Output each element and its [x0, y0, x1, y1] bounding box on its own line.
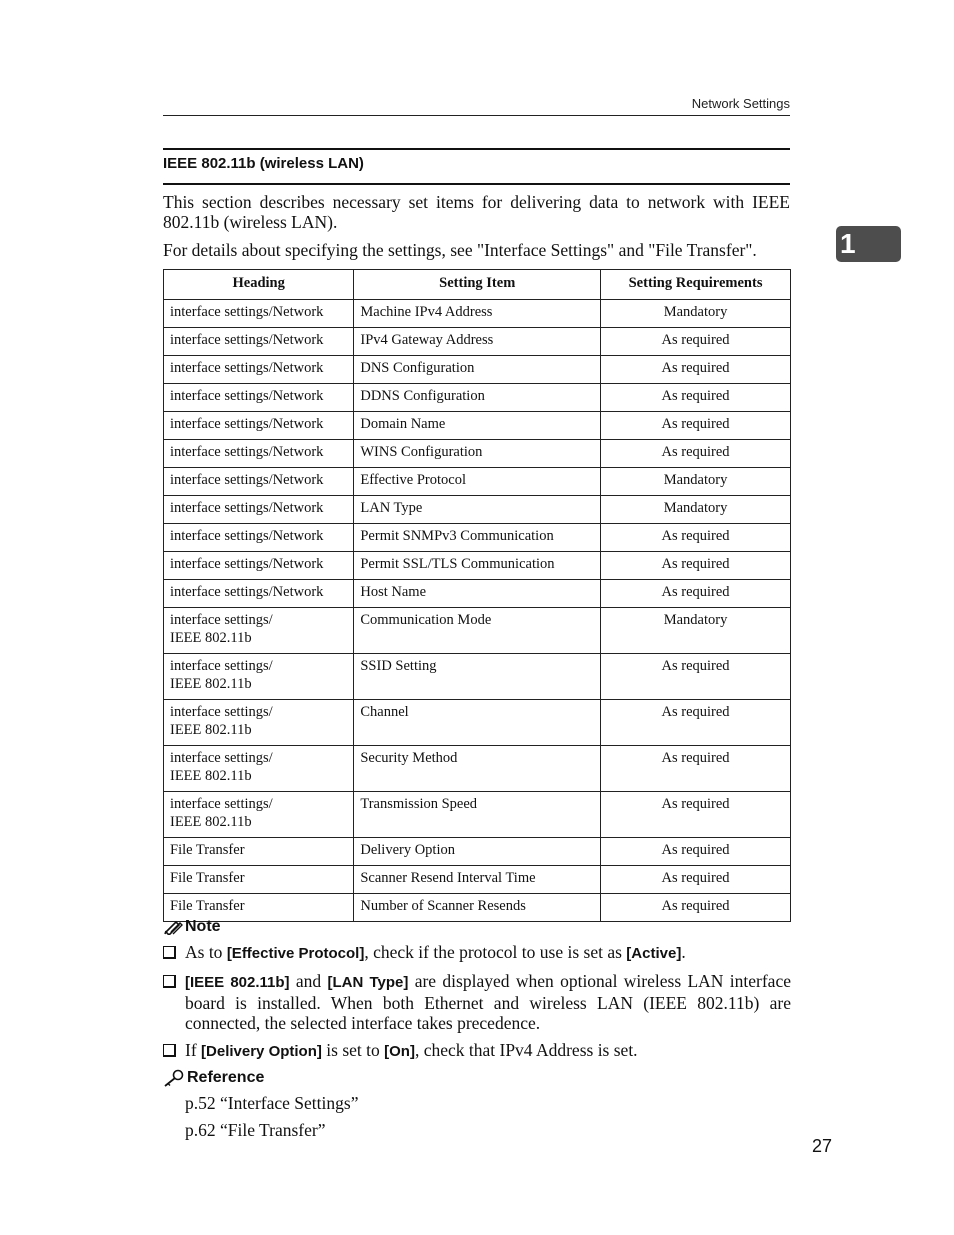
table-row: [164, 580, 791, 608]
note-text: , check that IPv4 Address is set.: [414, 1040, 638, 1060]
setting-item-cell: Transmission Speed: [354, 792, 601, 838]
column-header-setting-item: Setting Item: [354, 270, 601, 300]
requirement-cell: As required: [601, 654, 791, 700]
table-row: [164, 608, 791, 654]
requirement-cell: As required: [601, 838, 791, 866]
heading-line-2: IEEE 802.11b: [170, 630, 252, 646]
header-rule: [163, 115, 790, 116]
note-keyword: [IEEE 802.11b]: [185, 974, 290, 991]
section-top-rule: [163, 148, 790, 150]
table-row: [164, 468, 791, 496]
heading-line-1: interface settings/: [170, 750, 273, 766]
note-label: Note: [185, 918, 221, 935]
heading-cell: [164, 654, 354, 700]
reference-heading: [163, 1069, 264, 1087]
heading-cell: interface settings/Network: [164, 328, 354, 356]
reference-label: Reference: [187, 1069, 265, 1086]
setting-item-cell: Domain Name: [354, 412, 601, 440]
heading-cell: interface settings/Network: [164, 552, 354, 580]
setting-item-cell: WINS Configuration: [354, 440, 601, 468]
heading-cell: interface settings/Network: [164, 580, 354, 608]
table-row: [164, 412, 791, 440]
checkbox-icon: [163, 946, 176, 959]
note-keyword: [Delivery Option]: [201, 1043, 322, 1060]
heading-cell: interface settings/Network: [164, 356, 354, 384]
pencil-icon: [163, 919, 183, 935]
requirement-cell: As required: [601, 412, 791, 440]
note-item: [163, 1040, 791, 1062]
requirement-cell: As required: [601, 866, 791, 894]
heading-cell: [164, 746, 354, 792]
setting-item-cell: Permit SNMPv3 Communication: [354, 524, 601, 552]
requirement-cell: Mandatory: [601, 300, 791, 328]
heading-cell: interface settings/Network: [164, 524, 354, 552]
setting-item-cell: SSID Setting: [354, 654, 601, 700]
requirement-cell: Mandatory: [601, 468, 791, 496]
requirement-cell: As required: [601, 552, 791, 580]
note-text: and: [289, 971, 328, 991]
requirement-cell: As required: [601, 328, 791, 356]
table-header-row: [164, 270, 791, 300]
requirement-cell: As required: [601, 524, 791, 552]
table-row: [164, 894, 791, 922]
heading-line-1: interface settings/: [170, 612, 273, 628]
requirement-cell: As required: [601, 440, 791, 468]
note-text: , check if the protocol to use is set as: [364, 942, 627, 962]
checkbox-icon: [163, 1044, 176, 1057]
note-text: is set to: [321, 1040, 385, 1060]
heading-cell: File Transfer: [164, 866, 354, 894]
reference-link-interface-settings[interactable]: p.52 “Interface Settings”: [185, 1093, 359, 1113]
table-row: [164, 792, 791, 838]
heading-line-1: interface settings/: [170, 658, 273, 674]
heading-cell: [164, 700, 354, 746]
table-row: [164, 654, 791, 700]
heading-line-2: IEEE 802.11b: [170, 676, 252, 692]
table-row: [164, 700, 791, 746]
heading-line-2: IEEE 802.11b: [170, 768, 252, 784]
heading-cell: interface settings/Network: [164, 440, 354, 468]
setting-item-cell: Communication Mode: [354, 608, 601, 654]
heading-line-1: interface settings/: [170, 796, 273, 812]
setting-item-cell: Security Method: [354, 746, 601, 792]
note-list: [163, 942, 791, 1069]
requirement-cell: As required: [601, 792, 791, 838]
note-heading: [163, 918, 221, 936]
key-icon: [163, 1069, 185, 1087]
running-header: Network Settings: [691, 96, 790, 111]
table-row: [164, 746, 791, 792]
column-header-setting-requirements: Setting Requirements: [601, 270, 791, 300]
setting-item-cell: Delivery Option: [354, 838, 601, 866]
heading-line-2: IEEE 802.11b: [170, 814, 252, 830]
table-row: [164, 552, 791, 580]
note-item: [163, 942, 791, 964]
requirement-cell: As required: [601, 580, 791, 608]
section-bottom-rule: [163, 183, 790, 185]
requirement-cell: As required: [601, 894, 791, 922]
page-number: 27: [812, 1136, 833, 1156]
checkbox-icon: [163, 975, 176, 988]
setting-item-cell: Number of Scanner Resends: [354, 894, 601, 922]
setting-item-cell: Channel: [354, 700, 601, 746]
table-row: [164, 496, 791, 524]
column-header-heading: Heading: [164, 270, 354, 300]
heading-line-1: interface settings/: [170, 704, 273, 720]
section-title: IEEE 802.11b (wireless LAN): [163, 155, 364, 172]
requirement-cell: As required: [601, 700, 791, 746]
table-row: [164, 300, 791, 328]
table-row: [164, 356, 791, 384]
heading-cell: interface settings/Network: [164, 384, 354, 412]
note-item: [163, 971, 791, 1033]
heading-cell: interface settings/Network: [164, 468, 354, 496]
setting-item-cell: DNS Configuration: [354, 356, 601, 384]
setting-item-cell: Effective Protocol: [354, 468, 601, 496]
intro-paragraph: This section describes necessary set items for delivering data to network with IEEE 802.11b (wireless LAN).: [163, 192, 790, 232]
heading-line-2: IEEE 802.11b: [170, 722, 252, 738]
setting-item-cell: DDNS Configuration: [354, 384, 601, 412]
note-text: are displayed when optional wireless LAN interface board is installed. When both Ethernet and wireless LAN (IEEE 802.11b) are connected, the selected interface takes precedence.: [185, 971, 791, 1033]
heading-cell: [164, 792, 354, 838]
heading-cell: [164, 608, 354, 654]
table-row: [164, 866, 791, 894]
intro-paragraph-details: For details about specifying the settings, see "Interface Settings" and "File Transfer".: [163, 240, 757, 260]
note-keyword: [Effective Protocol]: [226, 945, 365, 962]
heading-cell: File Transfer: [164, 894, 354, 922]
note-keyword: [Active]: [626, 945, 682, 962]
setting-item-cell: LAN Type: [354, 496, 601, 524]
requirement-cell: Mandatory: [601, 608, 791, 654]
setting-item-cell: Scanner Resend Interval Time: [354, 866, 601, 894]
requirement-cell: As required: [601, 356, 791, 384]
note-keyword: [On]: [384, 1043, 415, 1060]
heading-cell: interface settings/Network: [164, 300, 354, 328]
settings-table: [163, 269, 791, 922]
note-text: .: [681, 942, 686, 962]
setting-item-cell: IPv4 Gateway Address: [354, 328, 601, 356]
table-row: [164, 524, 791, 552]
requirement-cell: As required: [601, 746, 791, 792]
requirement-cell: Mandatory: [601, 496, 791, 524]
note-text: As to: [185, 942, 227, 962]
chapter-tab: 1: [836, 226, 901, 262]
heading-cell: interface settings/Network: [164, 496, 354, 524]
heading-cell: File Transfer: [164, 838, 354, 866]
requirement-cell: As required: [601, 384, 791, 412]
table-row: [164, 328, 791, 356]
note-text: If: [185, 1040, 202, 1060]
setting-item-cell: Host Name: [354, 580, 601, 608]
setting-item-cell: Machine IPv4 Address: [354, 300, 601, 328]
reference-link-file-transfer[interactable]: p.62 “File Transfer”: [185, 1120, 326, 1140]
setting-item-cell: Permit SSL/TLS Communication: [354, 552, 601, 580]
heading-cell: interface settings/Network: [164, 412, 354, 440]
table-row: [164, 384, 791, 412]
table-row: [164, 440, 791, 468]
note-keyword: [LAN Type]: [327, 974, 409, 991]
table-row: [164, 838, 791, 866]
